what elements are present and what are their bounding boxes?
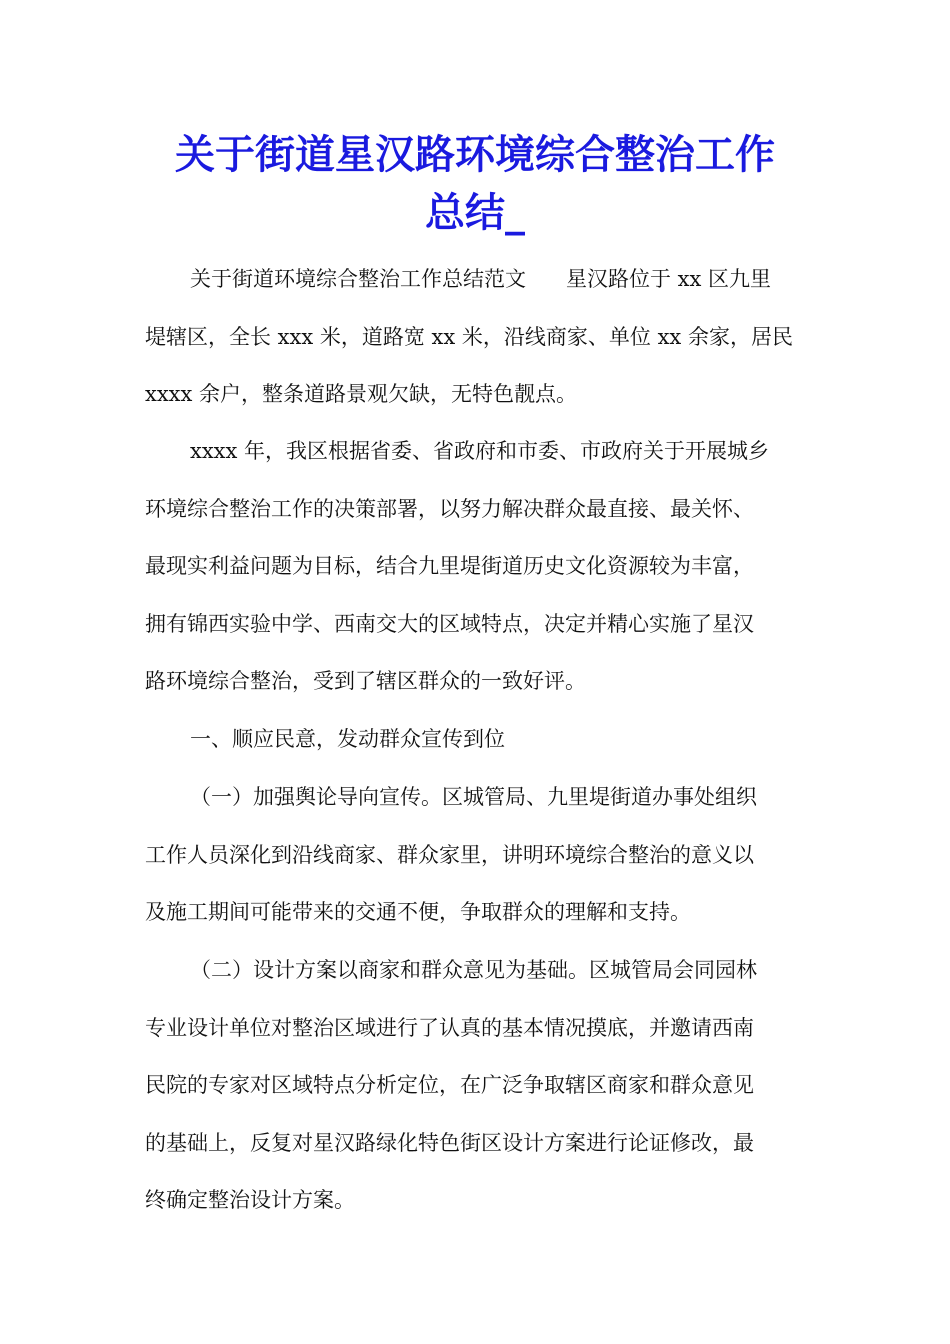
document-title-line-1: 关于街道星汉路环境综合整治工作 — [175, 131, 775, 178]
intro-heading-text: 关于街道环境综合整治工作总结范文 — [190, 267, 526, 291]
paragraph-line: 拥有锦西实验中学、西南交大的区域特点，决定并精心实施了星汉 — [145, 611, 754, 636]
paragraph-line: 终确定整治设计方案。 — [145, 1188, 355, 1212]
paragraph-line: 环境综合整治工作的决策部署，以努力解决群众最直接、最关怀、 — [145, 496, 754, 521]
intro-text: 星汉路位于 xx 区九里 — [566, 267, 772, 291]
paragraph-line: 民院的专家对区域特点分析定位，在广泛争取辖区商家和群众意见 — [145, 1073, 754, 1097]
paragraph-line: 路环境综合整治，受到了辖区群众的一致好评。 — [145, 669, 586, 693]
paragraph-intro — [145, 251, 810, 424]
paragraph-background — [145, 423, 810, 711]
paragraph-line: 专业设计单位对整治区域进行了认真的基本情况摸底，并邀请西南 — [145, 1015, 754, 1040]
paragraph-line — [145, 251, 810, 309]
paragraph-line: 堤辖区，全长 xxx 米，道路宽 xx 米，沿线商家、单位 xx 余家，居民 — [145, 324, 793, 349]
paragraph-line: （一）加强舆论导向宣传。区城管局、九里堤街道办事处组织 — [190, 785, 757, 809]
paragraph-publicity — [145, 769, 810, 942]
document-title-line-2: 总结_ — [425, 189, 525, 236]
paragraph-line: 的基础上，反复对星汉路绿化特色街区设计方案进行论证修改，最 — [145, 1130, 754, 1155]
section-heading-1 — [145, 711, 810, 769]
paragraph-line: xxxx 年，我区根据省委、省政府和市委、市政府关于开展城乡 — [190, 439, 770, 463]
paragraph-line: 工作人员深化到沿线商家、群众家里，讲明环境综合整治的意义以 — [145, 842, 754, 867]
paragraph-line: 最现实利益问题为目标，结合九里堤街道历史文化资源较为丰富， — [145, 554, 754, 578]
paragraph-line: 及施工期间可能带来的交通不便，争取群众的理解和支持。 — [145, 900, 691, 924]
paragraph-line: xxxx 余户，整条道路景观欠缺，无特色靓点。 — [145, 382, 578, 406]
section-heading-text: 一、顺应民意，发动群众宣传到位 — [190, 727, 505, 751]
paragraph-design — [145, 942, 810, 1230]
paragraph-line: （二）设计方案以商家和群众意见为基础。区城管局会同园林 — [190, 958, 757, 982]
